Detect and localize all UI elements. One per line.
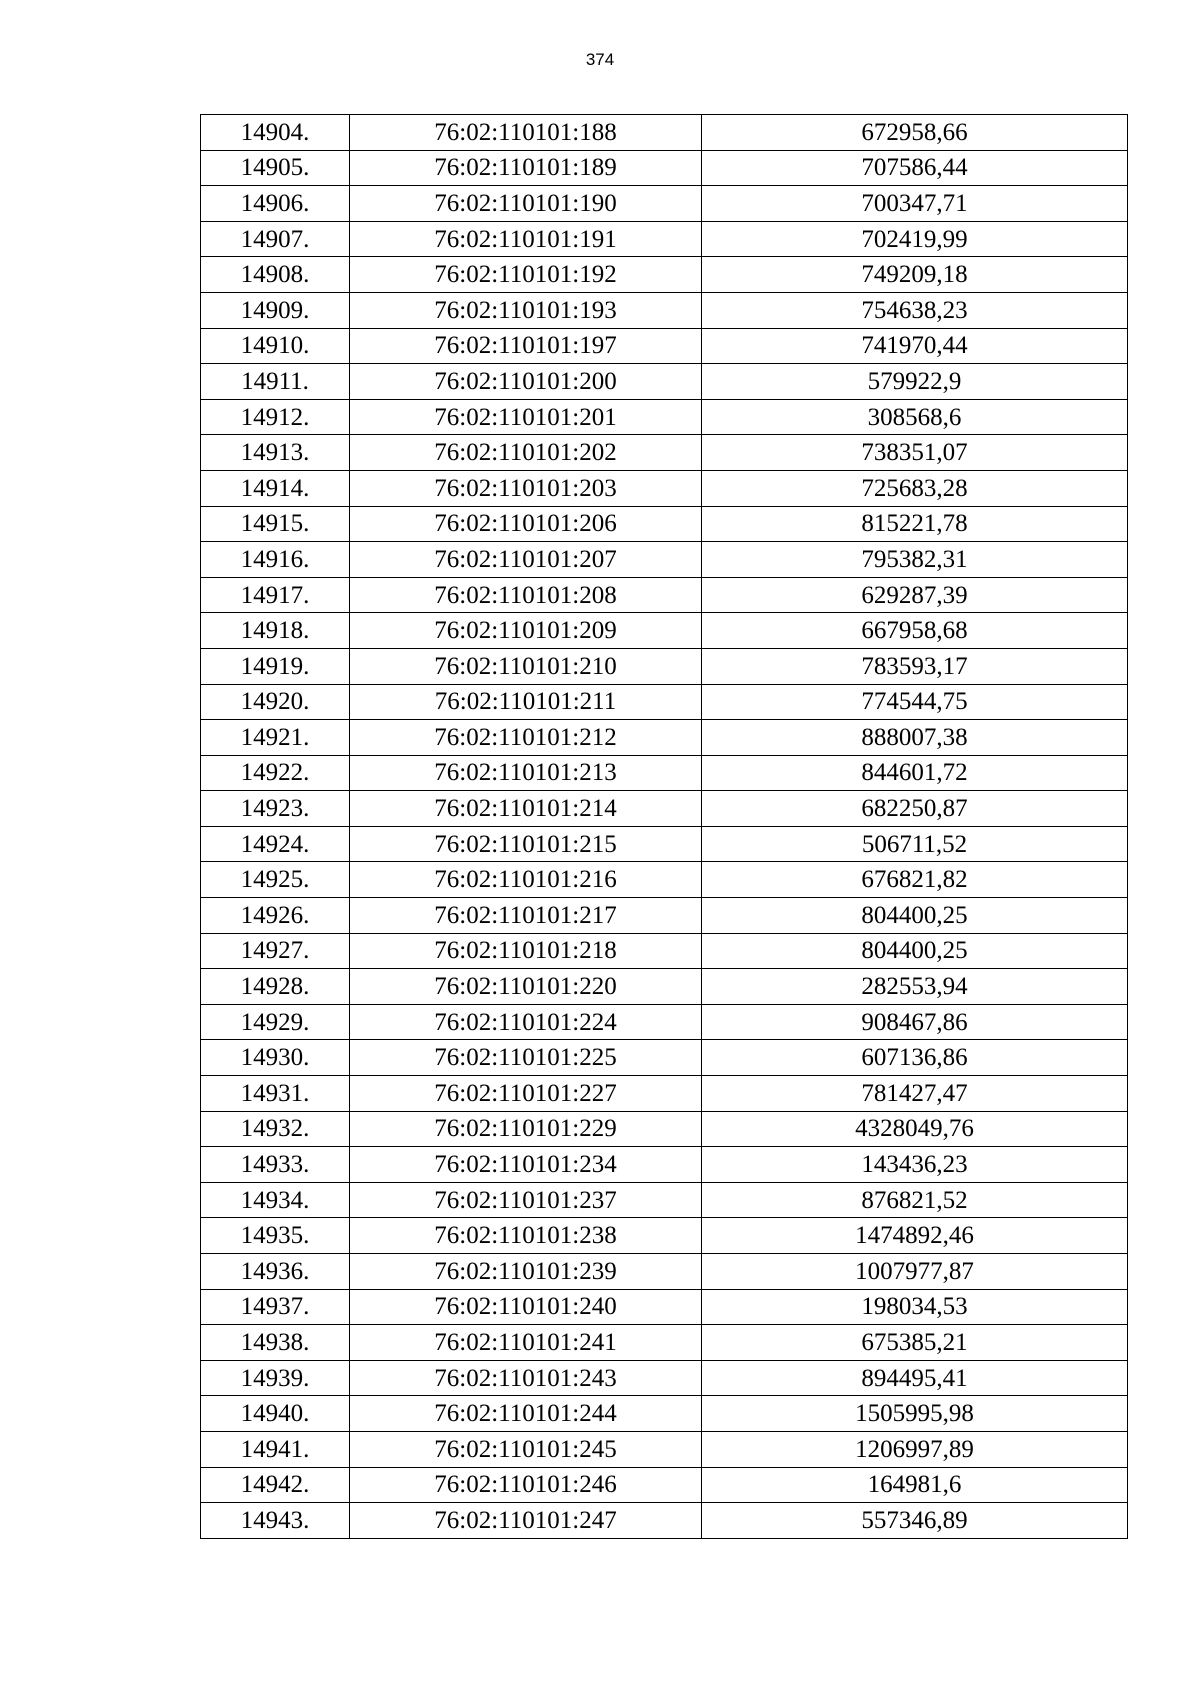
row-number-cell: 14940.	[201, 1396, 350, 1432]
cadastral-number-cell: 76:02:110101:216	[350, 862, 702, 898]
row-number-cell: 14938.	[201, 1325, 350, 1361]
table-row	[201, 506, 1128, 542]
row-number-cell: 14921.	[201, 720, 350, 756]
table-row	[201, 1360, 1128, 1396]
cadastral-number-cell: 76:02:110101:227	[350, 1076, 702, 1112]
cadastral-number-cell: 76:02:110101:247	[350, 1503, 702, 1539]
cadastral-number-cell: 76:02:110101:212	[350, 720, 702, 756]
cadastral-number-cell: 76:02:110101:193	[350, 292, 702, 328]
row-number-cell: 14922.	[201, 755, 350, 791]
table-row	[201, 755, 1128, 791]
cadastral-number-cell: 76:02:110101:201	[350, 399, 702, 435]
cadastral-number-cell: 76:02:110101:237	[350, 1182, 702, 1218]
cadastral-number-cell: 76:02:110101:189	[350, 150, 702, 186]
cadastral-value-cell: 607136,86	[702, 1040, 1128, 1076]
row-number-cell: 14926.	[201, 898, 350, 934]
table-row	[201, 1254, 1128, 1290]
row-number-cell: 14939.	[201, 1360, 350, 1396]
cadastral-number-cell: 76:02:110101:220	[350, 969, 702, 1005]
cadastral-number-cell: 76:02:110101:208	[350, 577, 702, 613]
cadastral-number-cell: 76:02:110101:191	[350, 221, 702, 257]
cadastral-value-cell: 164981,6	[702, 1467, 1128, 1503]
row-number-cell: 14909.	[201, 292, 350, 328]
cadastral-value-cell: 749209,18	[702, 257, 1128, 293]
cadastral-number-cell: 76:02:110101:188	[350, 115, 702, 151]
cadastral-number-cell: 76:02:110101:239	[350, 1254, 702, 1290]
cadastral-number-cell: 76:02:110101:217	[350, 898, 702, 934]
table-row	[201, 720, 1128, 756]
table-row	[201, 684, 1128, 720]
cadastral-number-cell: 76:02:110101:245	[350, 1431, 702, 1467]
table-row	[201, 292, 1128, 328]
row-number-cell: 14906.	[201, 186, 350, 222]
cadastral-value-cell: 707586,44	[702, 150, 1128, 186]
cadastral-value-cell: 308568,6	[702, 399, 1128, 435]
cadastral-value-cell: 682250,87	[702, 791, 1128, 827]
table-row	[201, 115, 1128, 151]
table-row	[201, 399, 1128, 435]
cadastral-number-cell: 76:02:110101:234	[350, 1147, 702, 1183]
table-row	[201, 1076, 1128, 1112]
row-number-cell: 14930.	[201, 1040, 350, 1076]
table-row	[201, 1111, 1128, 1147]
cadastral-value-cell: 4328049,76	[702, 1111, 1128, 1147]
cadastral-number-cell: 76:02:110101:238	[350, 1218, 702, 1254]
cadastral-value-cell: 738351,07	[702, 435, 1128, 471]
cadastral-value-cell: 282553,94	[702, 969, 1128, 1005]
row-number-cell: 14910.	[201, 328, 350, 364]
cadastral-value-cell: 1474892,46	[702, 1218, 1128, 1254]
cadastral-number-cell: 76:02:110101:210	[350, 648, 702, 684]
row-number-cell: 14924.	[201, 826, 350, 862]
row-number-cell: 14917.	[201, 577, 350, 613]
table-row	[201, 577, 1128, 613]
row-number-cell: 14942.	[201, 1467, 350, 1503]
table-row	[201, 969, 1128, 1005]
cadastral-number-cell: 76:02:110101:203	[350, 470, 702, 506]
table-row	[201, 648, 1128, 684]
row-number-cell: 14913.	[201, 435, 350, 471]
row-number-cell: 14928.	[201, 969, 350, 1005]
row-number-cell: 14905.	[201, 150, 350, 186]
cadastral-value-cell: 506711,52	[702, 826, 1128, 862]
table-row	[201, 826, 1128, 862]
table-row	[201, 470, 1128, 506]
table-row	[201, 1218, 1128, 1254]
table-row	[201, 435, 1128, 471]
cadastral-value-cell: 143436,23	[702, 1147, 1128, 1183]
cadastral-value-cell: 781427,47	[702, 1076, 1128, 1112]
table-row	[201, 1503, 1128, 1539]
cadastral-value-cell: 741970,44	[702, 328, 1128, 364]
cadastral-value-table	[200, 114, 1128, 1539]
cadastral-number-cell: 76:02:110101:246	[350, 1467, 702, 1503]
cadastral-value-cell: 579922,9	[702, 364, 1128, 400]
row-number-cell: 14933.	[201, 1147, 350, 1183]
cadastral-value-cell: 1007977,87	[702, 1254, 1128, 1290]
row-number-cell: 14912.	[201, 399, 350, 435]
cadastral-number-cell: 76:02:110101:224	[350, 1004, 702, 1040]
table-row	[201, 542, 1128, 578]
table-row	[201, 613, 1128, 649]
cadastral-number-cell: 76:02:110101:225	[350, 1040, 702, 1076]
table-row	[201, 1147, 1128, 1183]
row-number-cell: 14934.	[201, 1182, 350, 1218]
cadastral-number-cell: 76:02:110101:209	[350, 613, 702, 649]
cadastral-number-cell: 76:02:110101:229	[350, 1111, 702, 1147]
cadastral-value-cell: 908467,86	[702, 1004, 1128, 1040]
row-number-cell: 14943.	[201, 1503, 350, 1539]
page-number: 374	[585, 50, 615, 69]
table-row	[201, 862, 1128, 898]
table-row	[201, 257, 1128, 293]
table-row	[201, 898, 1128, 934]
cadastral-value-cell: 675385,21	[702, 1325, 1128, 1361]
row-number-cell: 14918.	[201, 613, 350, 649]
row-number-cell: 14923.	[201, 791, 350, 827]
cadastral-number-cell: 76:02:110101:213	[350, 755, 702, 791]
cadastral-value-cell: 557346,89	[702, 1503, 1128, 1539]
cadastral-value-cell: 198034,53	[702, 1289, 1128, 1325]
table-row	[201, 1182, 1128, 1218]
table-row	[201, 364, 1128, 400]
row-number-cell: 14936.	[201, 1254, 350, 1290]
table-row	[201, 933, 1128, 969]
cadastral-value-cell: 783593,17	[702, 648, 1128, 684]
cadastral-number-cell: 76:02:110101:190	[350, 186, 702, 222]
row-number-cell: 14931.	[201, 1076, 350, 1112]
cadastral-value-cell: 774544,75	[702, 684, 1128, 720]
row-number-cell: 14907.	[201, 221, 350, 257]
row-number-cell: 14937.	[201, 1289, 350, 1325]
row-number-cell: 14915.	[201, 506, 350, 542]
row-number-cell: 14932.	[201, 1111, 350, 1147]
table-row	[201, 328, 1128, 364]
cadastral-value-cell: 876821,52	[702, 1182, 1128, 1218]
cadastral-value-cell: 894495,41	[702, 1360, 1128, 1396]
row-number-cell: 14935.	[201, 1218, 350, 1254]
cadastral-number-cell: 76:02:110101:218	[350, 933, 702, 969]
cadastral-value-cell: 700347,71	[702, 186, 1128, 222]
cadastral-number-cell: 76:02:110101:240	[350, 1289, 702, 1325]
cadastral-number-cell: 76:02:110101:241	[350, 1325, 702, 1361]
table-body	[201, 115, 1128, 1539]
cadastral-value-cell: 672958,66	[702, 115, 1128, 151]
cadastral-value-cell: 844601,72	[702, 755, 1128, 791]
cadastral-value-cell: 725683,28	[702, 470, 1128, 506]
table-row	[201, 1040, 1128, 1076]
cadastral-value-cell: 804400,25	[702, 898, 1128, 934]
row-number-cell: 14919.	[201, 648, 350, 684]
table-row	[201, 186, 1128, 222]
row-number-cell: 14929.	[201, 1004, 350, 1040]
row-number-cell: 14941.	[201, 1431, 350, 1467]
row-number-cell: 14914.	[201, 470, 350, 506]
cadastral-number-cell: 76:02:110101:244	[350, 1396, 702, 1432]
cadastral-value-cell: 1505995,98	[702, 1396, 1128, 1432]
table-row	[201, 1431, 1128, 1467]
row-number-cell: 14927.	[201, 933, 350, 969]
table-row	[201, 1467, 1128, 1503]
table-row	[201, 1289, 1128, 1325]
row-number-cell: 14908.	[201, 257, 350, 293]
cadastral-number-cell: 76:02:110101:207	[350, 542, 702, 578]
cadastral-number-cell: 76:02:110101:206	[350, 506, 702, 542]
table-row	[201, 150, 1128, 186]
cadastral-number-cell: 76:02:110101:211	[350, 684, 702, 720]
cadastral-number-cell: 76:02:110101:214	[350, 791, 702, 827]
row-number-cell: 14920.	[201, 684, 350, 720]
table-row	[201, 1004, 1128, 1040]
cadastral-number-cell: 76:02:110101:215	[350, 826, 702, 862]
table-row	[201, 1396, 1128, 1432]
table-row	[201, 1325, 1128, 1361]
cadastral-value-cell: 676821,82	[702, 862, 1128, 898]
cadastral-value-cell: 754638,23	[702, 292, 1128, 328]
cadastral-value-cell: 1206997,89	[702, 1431, 1128, 1467]
row-number-cell: 14925.	[201, 862, 350, 898]
cadastral-value-cell: 795382,31	[702, 542, 1128, 578]
cadastral-number-cell: 76:02:110101:192	[350, 257, 702, 293]
row-number-cell: 14911.	[201, 364, 350, 400]
cadastral-value-cell: 804400,25	[702, 933, 1128, 969]
cadastral-value-cell: 815221,78	[702, 506, 1128, 542]
cadastral-number-cell: 76:02:110101:197	[350, 328, 702, 364]
table-row	[201, 221, 1128, 257]
table-row	[201, 791, 1128, 827]
cadastral-number-cell: 76:02:110101:202	[350, 435, 702, 471]
cadastral-value-cell: 702419,99	[702, 221, 1128, 257]
cadastral-value-cell: 629287,39	[702, 577, 1128, 613]
cadastral-value-cell: 888007,38	[702, 720, 1128, 756]
row-number-cell: 14916.	[201, 542, 350, 578]
cadastral-number-cell: 76:02:110101:243	[350, 1360, 702, 1396]
cadastral-number-cell: 76:02:110101:200	[350, 364, 702, 400]
row-number-cell: 14904.	[201, 115, 350, 151]
cadastral-value-cell: 667958,68	[702, 613, 1128, 649]
